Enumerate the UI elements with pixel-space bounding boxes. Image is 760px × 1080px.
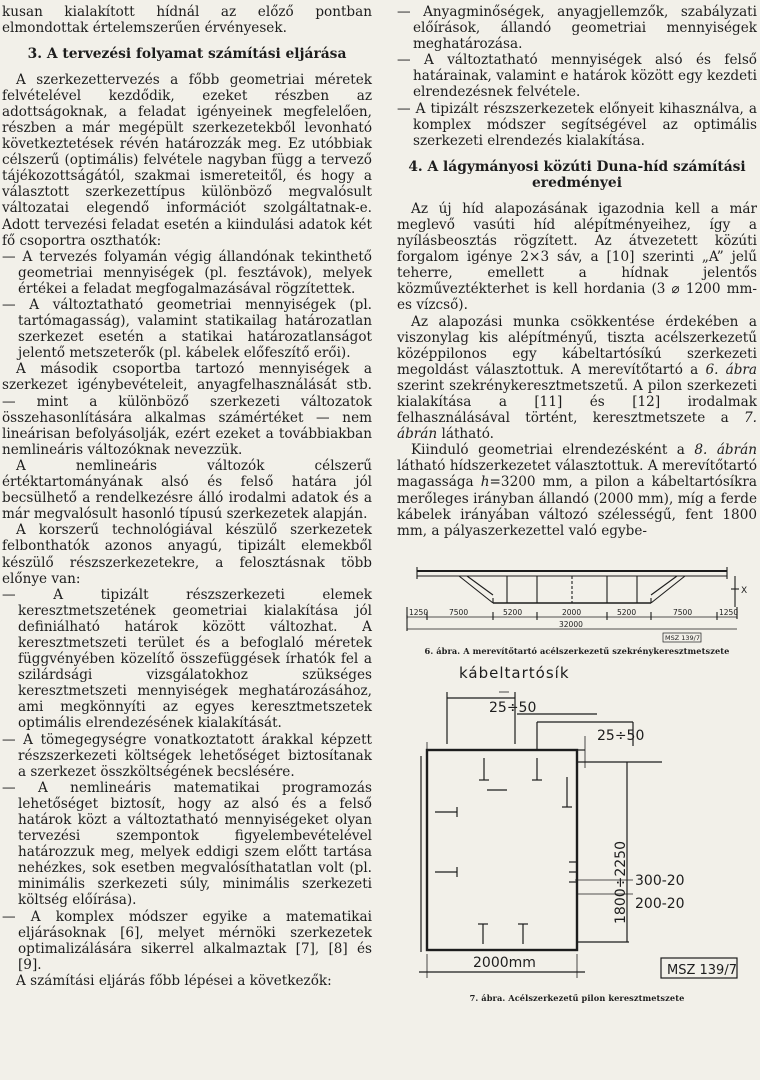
fig6-dim-7: 1250 <box>719 607 739 617</box>
list-item: — A tipizált részszerkezetek előnyeit kihasználva, a komplex módszer segítségével az optimális szerkezeti elrendezés kialakítása. <box>397 100 757 149</box>
text-run: =3200 mm, a pilon a kábeltartósíkra merőleges irányban állandó (2000 mm), míg a ferde kábelek irányában változó szélességű, fent 1800 mm, a pályaszerkezettel való egybe- <box>397 474 757 539</box>
paragraph: A számítási eljárás főbb lépései a következők: <box>16 972 332 989</box>
fig7-stiffener-300: 300-20 <box>635 872 685 889</box>
list-item: — Anyagminőségek, anyagjellemzők, szabályzati előírások, állandó geometriai mennyiségek meghatározása. <box>397 4 757 53</box>
paragraph: A szerkezettervezés a főbb geometriai méretek felvételével kezdődik, ezeket részben az adottságoknak, a feladat igényeinek megfelelően, részben a már megépült szerkezetekből levonható következtetések révén határozzák meg. Ez utóbbiak célszerű (optimális) felvétele nagyban függ a tervező tájékozottságától, szakmai ismereteitől, és hogy a választott szerkezettípus különböző megvalósult változatai elegendő információt szolgáltatnak-e. Adott tervezési feladat esetén a kiindulási adatok két fő csoportra oszthatók: <box>2 71 372 249</box>
text-run: szerint szekrénykeresztmetszetű. A pilon szerkezeti kialakítása a [11] és [12] irodalmak felhasználásával történt, keresztmetszete a <box>397 377 757 427</box>
left-column <box>2 4 372 989</box>
figure-6-box-girder <box>397 549 757 644</box>
figure-ref: 8. ábrán <box>694 442 757 459</box>
list-item: — A tipizált részszerkezeti elemek keresztmetszetének geometriai kialakítása jól definiálható határok között változhat. A keresztmetszeti terület és a befoglaló méretek függvényében közelítő összefüggések írhatók fel a szilárdsági vizsgálatokhoz szükséges keresztmetszeti mennyiségek meghatározásához, ami megkönnyíti az egyes keresztmetszetek optimális elrendezésének kialakítását. <box>2 586 372 732</box>
list-item: — A tömegegységre vonatkoztatott árakkal képzett részszerkezeti költségek lehetőséget biztosítanak a szerkezet összköltségének becslésére. <box>2 731 372 780</box>
fig6-stamp: MSZ 139/7 <box>665 633 700 642</box>
list-item: — A komplex módszer egyike a matematikai eljárásoknak [6], melyet mérnöki szerkezetek optimalizálására sikerrel alkalmaztak [7], [8] és [9]. <box>2 908 372 973</box>
figure-7-caption: 7. ábra. Acélszerkezetű pilon keresztmetszete <box>469 992 685 1003</box>
text-run: látható. <box>441 426 495 443</box>
fig6-axis-label: X <box>741 585 748 596</box>
fig7-top-dim: 25÷50 <box>489 699 537 716</box>
text-run: látható hídszerkezetet választottuk. A merevítőtartó magassága <box>397 458 757 491</box>
fig7-stamp: MSZ 139/7 <box>667 962 737 978</box>
fig6-dim-4: 2000 <box>562 607 582 617</box>
paragraph: Az új híd alapozásának igazodnia kell a már meglevő vasúti híd alépítményeihez, így a nyílásbeosztás rögzített. Az átvezetett közúti forgalom igénye 2×3 sáv, a [10] szerinti „A” jelű teherre, emellett a hídnak jelentős közműveztékterhet is kell hordania (3 ⌀ 1200 mm-es vízcső). <box>397 200 757 314</box>
paragraph <box>397 314 757 443</box>
fig7-right-top-dim: 25÷50 <box>597 727 645 744</box>
fig7-cable-plane-label: kábeltartósík <box>459 663 570 682</box>
paragraph-continuation: kusan kialakított hídnál az előző pontban elmondottak értelemszerűen érvényesek. <box>2 4 372 37</box>
figure-7-pylon-section <box>397 662 757 987</box>
figure-ref: 7. ábrán <box>397 410 758 443</box>
figure-ref: 6. ábra <box>705 361 758 378</box>
paragraph <box>397 442 757 539</box>
fig6-total-dim: 32000 <box>559 619 583 629</box>
paragraph: A korszerű technológiával készülő szerkezetek felbonthatók azonos anyagú, tipizált elemekből készülő részszerkezetekre, a felosztásnak több előnye van: <box>2 522 372 587</box>
math-var: h <box>480 474 490 491</box>
fig7-height-dim: 1800÷2250 <box>613 840 629 924</box>
paragraph: A második csoportba tartozó mennyiségek a szerkezet igénybevételeit, anyagfelhasználását stb. — mint a különböző szerkezeti változatok összehasonlítására alkalmas számértéket — nem lineárisan befolyásolják, ezért ezeket a továbbiakban nemlineáris változóknak nevezzük. <box>2 361 372 458</box>
fig6-dim-1: 1250 <box>409 607 429 617</box>
fig7-width-dim: 2000mm <box>473 954 536 971</box>
text-run: Az alapozási munka csökkentése érdekében a viszonylag kis alépítményű, tiszta acélszerkezetű középpilonos egy kábeltartósíkú szerkezeti megoldást választottuk. A merevítőtartó a <box>397 313 757 378</box>
fig6-dim-3: 5200 <box>503 607 523 617</box>
list-item: — A változtatható geometriai mennyiségek (pl. tartómagasság), valamint statikailag határozatlan szerkezet esetén a statikai határozatlanságot jelentő metszeterők (pl. kábelek előfeszítő erői). <box>2 297 372 362</box>
paragraph: A nemlineáris változók célszerű értéktartományának alsó és felső határa jól becsülhető a rendelkezésre álló irodalmi adatok és a már megvalósult hasonló típusú szerkezetek alapján. <box>2 457 372 523</box>
figure-6-caption: 6. ábra. A merevítőtartó acélszerkezetű szekrénykeresztmetszete <box>424 645 730 656</box>
text-run: Kiinduló geometriai elrendezésként a <box>411 442 685 459</box>
list-item: — A változtatható mennyiségek alsó és felső határainak, valamint e határok között egy kezdeti elrendezésnek felvétele. <box>397 52 757 101</box>
fig6-dim-2: 7500 <box>449 607 469 617</box>
right-column <box>397 4 757 1003</box>
list-item: — A tervezés folyamán végig állandónak tekinthető geometriai mennyiségek (pl. fesztávok), melyek értékei a feladat megfogalmazásával rögzítettek. <box>2 248 372 297</box>
fig7-stiffener-200: 200-20 <box>635 895 685 912</box>
list-item: — A nemlineáris matematikai programozás lehetőséget biztosít, hogy az alsó és a felső határok közt a változtatható mennyiségeket olyan tervezési szempontok figyelembevételével határozzuk meg, melyek eddigi szem előtt tartása nehézkes, sok esetben megvalósíthatatlan volt (pl. minimális szerkezeti súly, minimális szerkezeti költség előírása). <box>2 779 372 909</box>
fig6-dim-6: 7500 <box>673 607 693 617</box>
section-heading-3: 3. A tervezési folyamat számítási eljárása <box>27 46 347 63</box>
fig6-dim-5: 5200 <box>617 607 637 617</box>
section-heading-4: 4. A lágymányosi közúti Duna-híd számítási eredményei <box>408 158 746 192</box>
